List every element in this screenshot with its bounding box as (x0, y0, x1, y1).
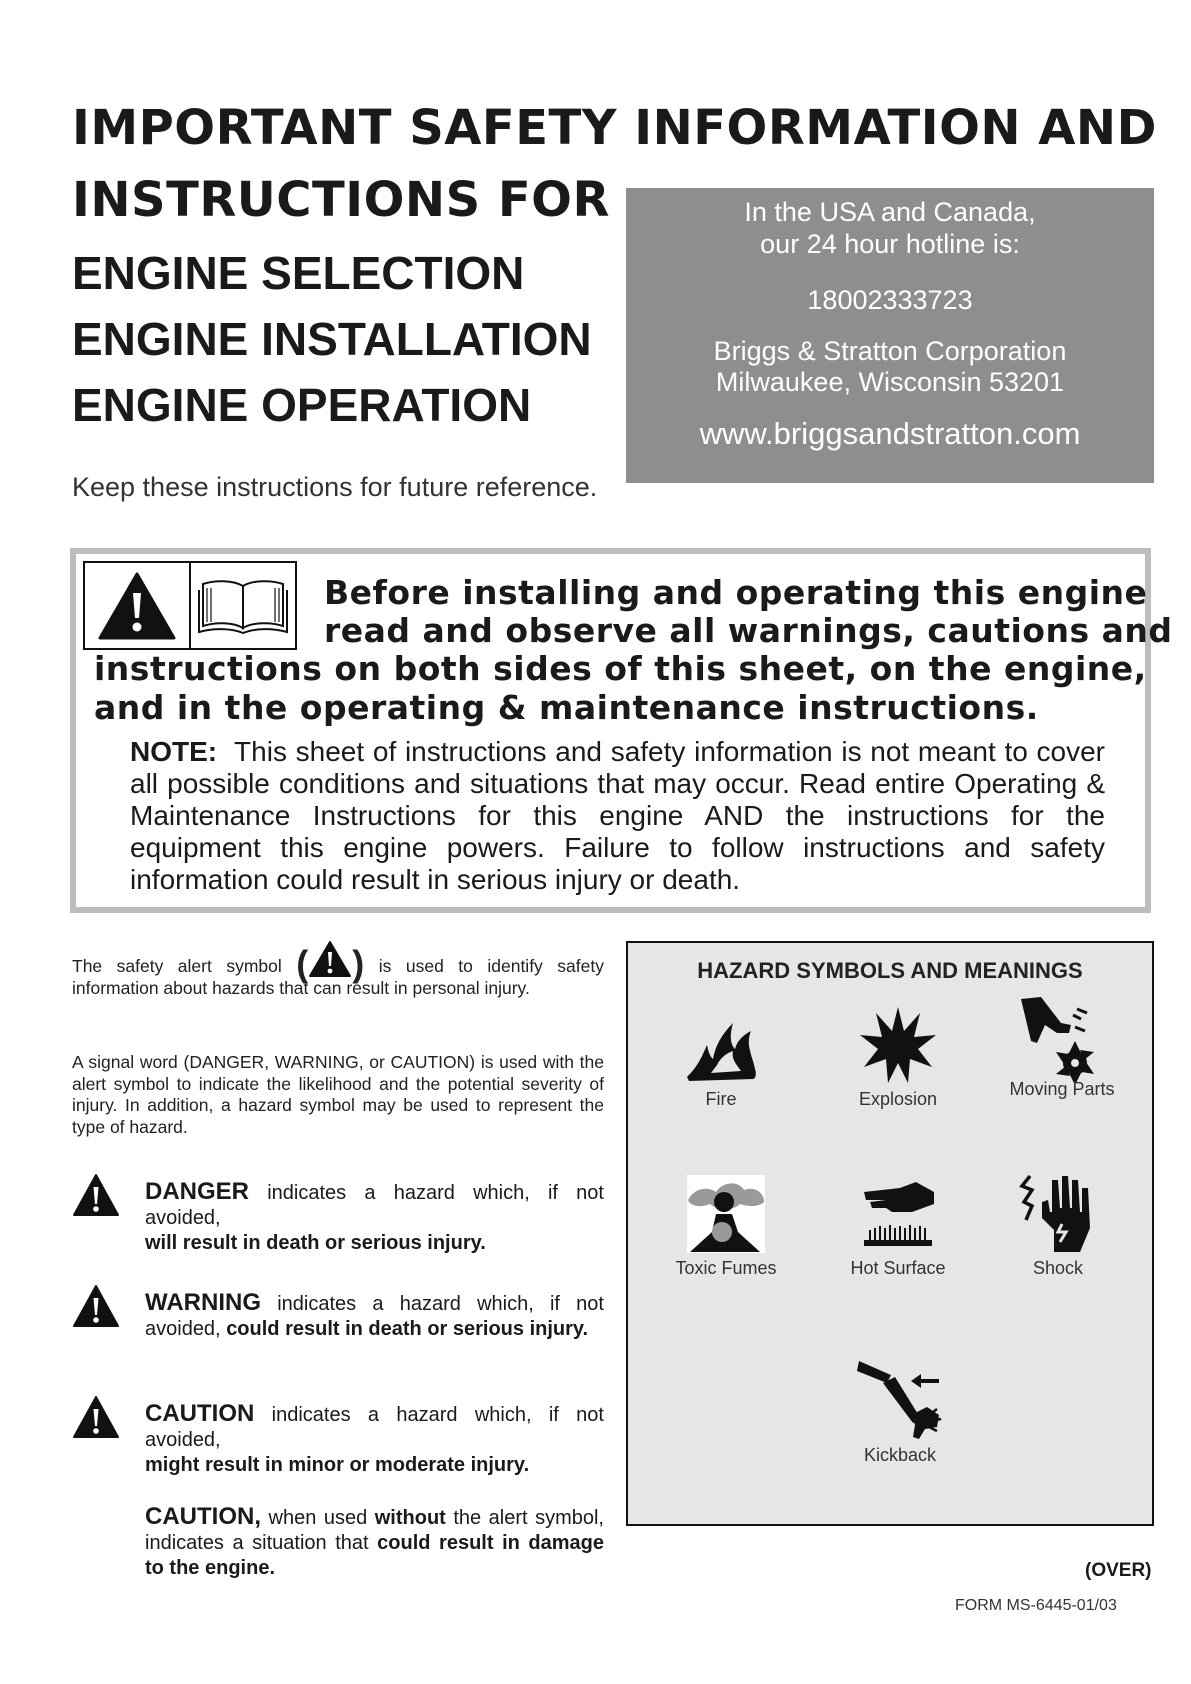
hazard-moving-parts (977, 995, 1147, 1100)
hotline-line-2: our 24 hour hotline is: (760, 229, 1020, 259)
form-number: FORM MS-6445-01/03 (955, 1597, 1117, 1614)
company-name: Briggs & Stratton Corporation (713, 336, 1067, 366)
hazard-label: Moving Parts (1009, 1079, 1115, 1099)
caution-alert-icon (72, 1395, 120, 1439)
warning-text-line-1: Before installing and operating this engine (324, 573, 1148, 612)
hazard-toxic-fumes (641, 1174, 811, 1279)
company-city: Milwaukee, Wisconsin 53201 (715, 367, 1065, 397)
warning-text-line-4: and in the operating & maintenance instructions. (94, 688, 1039, 727)
caution-ns-word: CAUTION, (145, 1503, 261, 1530)
page-title-line-2: INSTRUCTIONS FOR (72, 172, 610, 228)
caution-ns-bold-2: could result in damage to the engine. (145, 1532, 604, 1579)
caution-text: indicates a hazard which, if not avoided, (145, 1404, 604, 1451)
warning-word: WARNING (145, 1289, 261, 1316)
alert-triangle-icon (85, 563, 189, 648)
hazard-label: Toxic Fumes (675, 1258, 777, 1278)
safety-alert-text-after: is used to identify safety information about hazards that can result in personal injury. (72, 956, 604, 998)
subtitle-engine-installation: ENGINE INSTALLATION (72, 313, 592, 365)
hotline-box (626, 188, 1154, 483)
website-link[interactable]: www.briggsandstratton.com (699, 416, 1081, 451)
caution-ns-text-2: the alert symbol, indicates a situation that (145, 1507, 604, 1554)
hazard-kickback (815, 1357, 985, 1466)
toxic-fumes-icon (686, 1174, 766, 1254)
kickback-icon (855, 1357, 945, 1443)
danger-text: indicates a hazard which, if not avoided, (145, 1182, 604, 1229)
danger-word: DANGER (145, 1178, 250, 1205)
warning-definition (72, 1284, 604, 1348)
hazard-fire (636, 1005, 806, 1110)
hazard-label: Hot Surface (850, 1258, 946, 1278)
over-indicator: (OVER) (1085, 1560, 1152, 1581)
hazard-panel-title: HAZARD SYMBOLS AND MEANINGS (697, 958, 1083, 983)
explosion-icon (858, 1005, 938, 1085)
caution-ns-text-1: when used (268, 1507, 368, 1529)
fire-icon (681, 1005, 761, 1085)
subtitle-engine-selection: ENGINE SELECTION (72, 247, 525, 299)
shock-icon (1018, 1172, 1098, 1254)
warning-text: indicates a hazard which, if not avoided, (145, 1293, 604, 1340)
hazard-label: Kickback (863, 1445, 937, 1465)
hazard-label: Explosion (858, 1089, 938, 1109)
warning-bold-text: could result in death or serious injury. (226, 1318, 589, 1340)
hazard-explosion (813, 1005, 983, 1110)
caution-word: CAUTION (145, 1400, 255, 1427)
warning-text-line-3: instructions on both sides of this sheet, on the engine, (94, 649, 1147, 688)
warning-text-line-2: read and observe all warnings, cautions and (324, 611, 1173, 650)
page-title-line-1: IMPORTANT SAFETY INFORMATION AND (72, 100, 1157, 156)
note-label: NOTE: (130, 736, 218, 767)
hazard-shock (973, 1172, 1143, 1279)
danger-definition (72, 1173, 604, 1254)
safety-alert-paren-close: ) (352, 943, 365, 984)
hot-surface-icon (858, 1178, 938, 1254)
keep-instructions-note: Keep these instructions for future reference. (72, 472, 598, 502)
caution-ns-bold-1: without (374, 1507, 446, 1529)
safety-alert-paren-open: ( (296, 943, 309, 984)
safety-alert-text-before: The safety alert symbol (72, 956, 282, 976)
caution-no-symbol-definition (72, 1500, 604, 1580)
subtitle-engine-operation: ENGINE OPERATION (72, 379, 532, 431)
hazard-hot-surface (813, 1178, 983, 1279)
signal-word-paragraph: A signal word (DANGER, WARNING, or CAUTION) is used with the alert symbol to indicate the likelihood and the potential severity of injury. In addition, a hazard symbol may be used to represent the type of hazard. (72, 1052, 604, 1137)
warning-icon-pair (83, 561, 297, 650)
hazard-label: Shock (1032, 1258, 1084, 1278)
danger-alert-icon (72, 1173, 120, 1217)
safety-alert-paragraph (72, 940, 604, 1000)
moving-parts-icon (1017, 995, 1107, 1085)
hotline-phone: 18002333723 (807, 285, 973, 315)
note-paragraph (130, 736, 1105, 896)
caution-bold-text: might result in minor or moderate injury. (145, 1454, 530, 1476)
caution-definition (72, 1395, 604, 1476)
manual-book-icon (189, 563, 295, 648)
warning-alert-icon (72, 1284, 120, 1328)
hotline-line-1: In the USA and Canada, (744, 197, 1036, 227)
hazard-label: Fire (705, 1089, 737, 1109)
safety-alert-symbol-icon (308, 940, 352, 978)
danger-bold-text: will result in death or serious injury. (145, 1232, 486, 1254)
note-text: This sheet of instructions and safety information is not meant to cover all possible conditions and situations that may occur. Read entire Operating & Maintenance Instructions for this engine AND the instructions for the equipment this engine powers. Failure to follow instructions and safety information could result in serious injury or death. (130, 736, 1105, 895)
